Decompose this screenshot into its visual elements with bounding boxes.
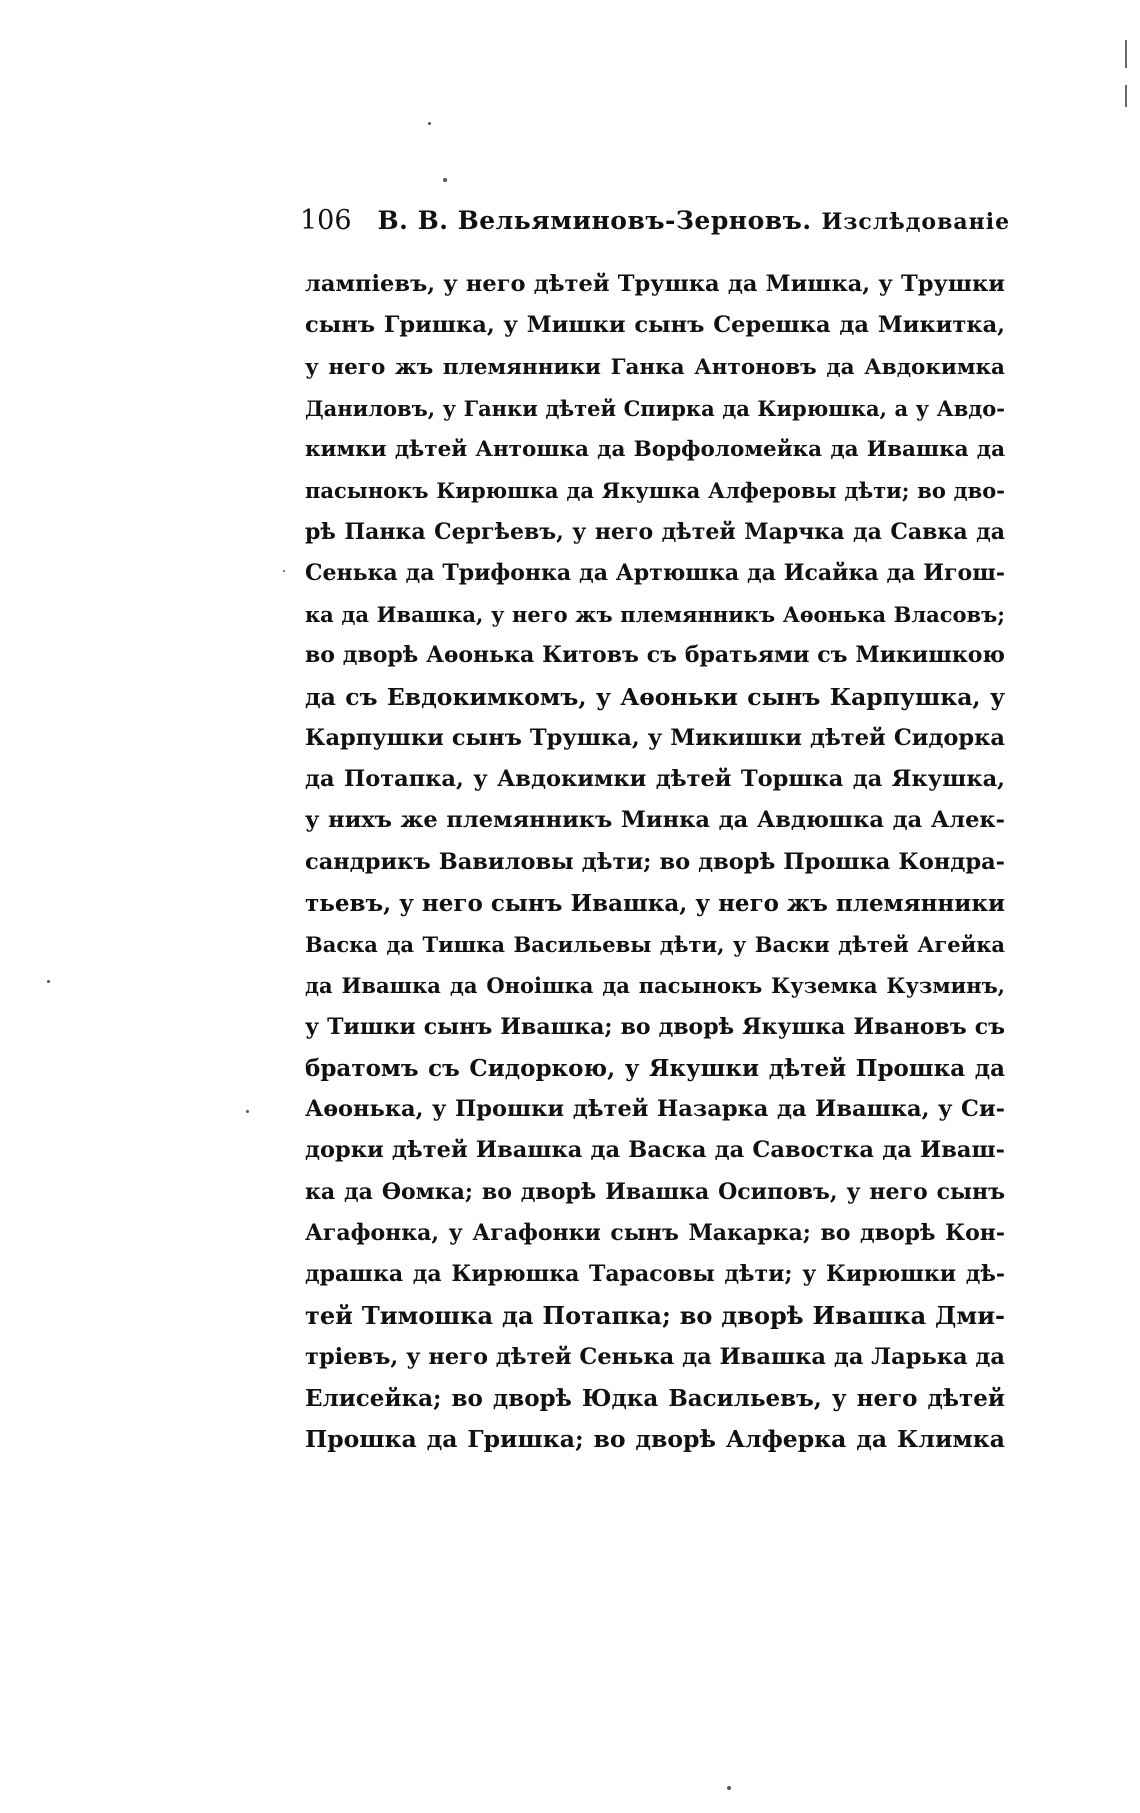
- text-line: дорки дѣтей Ивашка да Васка да Савостка да Иваш-: [305, 1137, 1005, 1164]
- scan-speck: [428, 122, 431, 125]
- body-text: [305, 264, 1005, 1460]
- text-line: Даниловъ, у Ганки дѣтей Спирка да Кирюшка, а у Авдо-: [305, 395, 1005, 421]
- scan-speck: [727, 1786, 731, 1790]
- text-line: рѣ Панка Сергѣевъ, у него дѣтей Марчка да Савка да: [305, 518, 1005, 545]
- text-line: братомъ съ Сидоркою, у Якушки дѣтей Прошка да: [305, 1054, 1005, 1082]
- text-line: Васка да Тишка Васильевы дѣти, у Васки дѣтей Агейка: [305, 932, 1005, 957]
- text-line: у Тишки сынъ Ивашка; во дворѣ Якушка Ивановъ съ: [305, 1013, 1005, 1040]
- scan-edge-mark: [1125, 40, 1127, 68]
- text-line: ка да Ивашка, у него жъ племянникъ Аѳонька Власовъ;: [305, 602, 1005, 627]
- scan-edge-mark: [1125, 85, 1127, 107]
- text-line: пасынокъ Кирюшка да Якушка Алферовы дѣти; во дво-: [305, 478, 1005, 504]
- scan-speck: [283, 570, 285, 572]
- running-header: [300, 200, 1011, 242]
- text-line: во дворѣ Аѳонька Китовъ съ братьями съ Микишкою: [305, 642, 1005, 669]
- text-line: Елисейка; во дворѣ Юдка Васильевъ, у него дѣтей: [305, 1384, 1005, 1412]
- text-line: да съ Евдокимкомъ, у Аѳоньки сынъ Карпушка, у: [305, 682, 1005, 711]
- text-line: у него жъ племянники Ганка Антоновъ да Авдокимка: [305, 354, 1005, 380]
- text-line: Агафонка, у Агафонки сынъ Макарка; во дворѣ Кон-: [305, 1219, 1005, 1246]
- text-line: Карпушки сынъ Трушка, у Микишки дѣтей Сидорка: [305, 724, 1005, 751]
- text-line: сынъ Гришка, у Мишки сынъ Серешка да Микитка,: [305, 312, 1005, 339]
- text-line: кимки дѣтей Антошка да Ворфоломейка да Ивашка да: [305, 437, 1005, 462]
- text-line: да Потапка, у Авдокимки дѣтей Торшка да Якушка,: [305, 766, 1005, 792]
- scan-speck: [246, 1110, 249, 1113]
- text-line: ка да Ѳомка; во дворѣ Ивашка Осиповъ, у него сынъ: [305, 1178, 1005, 1205]
- header-author: В. В. Вельяминовъ-Зерновъ.: [377, 206, 812, 235]
- text-line: сандрикъ Вавиловы дѣти; во дворѣ Прошка Кондра-: [305, 848, 1005, 875]
- text-line: Аѳонька, у Прошки дѣтей Назарка да Ивашка, у Си-: [305, 1096, 1005, 1122]
- text-line: драшка да Кирюшка Тарасовы дѣти; у Кирюшки дѣ-: [305, 1261, 1005, 1287]
- page-number: 106: [300, 205, 352, 236]
- text-line: лампіевъ, у него дѣтей Трушка да Мишка, у Трушки: [305, 271, 1005, 297]
- text-line: Сенька да Трифонка да Артюшка да Исайка да Игош-: [305, 559, 1005, 586]
- text-line: тріевъ, у него дѣтей Сенька да Ивашка да Ларька да: [305, 1343, 1005, 1370]
- scan-speck: [443, 178, 447, 182]
- text-line: Прошка да Гришка; во дворѣ Алферка да Климка: [305, 1425, 1005, 1453]
- text-line: тьевъ, у него сынъ Ивашка, у него жъ племянники: [305, 889, 1005, 917]
- scan-speck: [47, 980, 50, 983]
- text-line: у нихъ же племянникъ Минка да Авдюшка да Алек-: [305, 807, 1005, 834]
- header-title: Изслѣдованіе: [821, 209, 1011, 235]
- text-line: да Ивашка да Оноішка да пасынокъ Куземка Кузминъ,: [305, 973, 1005, 999]
- text-line: тей Тимошка да Потапка; во дворѣ Ивашка Дми-: [305, 1301, 1005, 1331]
